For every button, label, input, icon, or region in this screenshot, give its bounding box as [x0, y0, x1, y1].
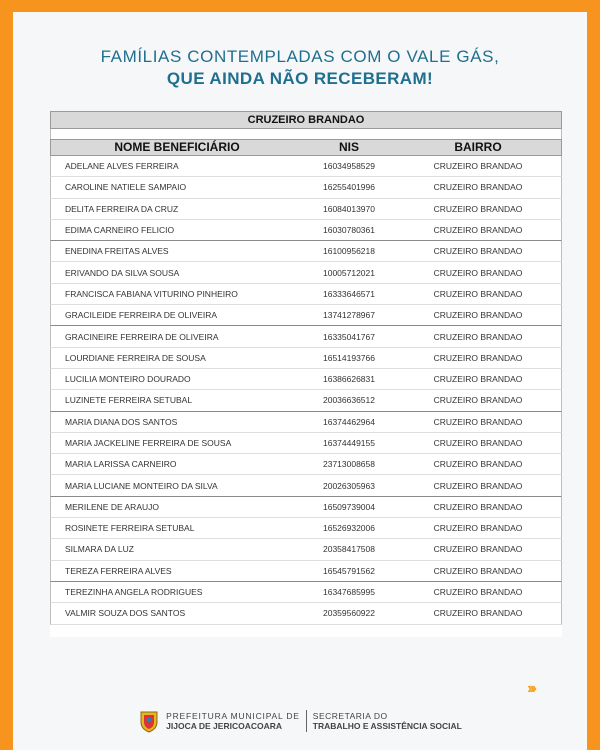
municipal-crest-icon: [138, 709, 160, 733]
prefeitura-line-1: PREFEITURA MUNICIPAL DE: [166, 711, 300, 721]
headline-line-1: FAMÍLIAS CONTEMPLADAS COM O VALE GÁS,: [100, 47, 500, 66]
table-row: [50, 539, 562, 560]
cell-name: LUCILIA MONTEIRO DOURADO: [65, 374, 191, 385]
cell-name: ERIVANDO DA SILVA SOUSA: [65, 267, 180, 278]
table-title: CRUZEIRO BRANDAO: [50, 111, 562, 129]
table-body: [50, 156, 562, 625]
cell-name: MARIA LUCIANE MONTEIRO DA SILVA: [65, 480, 218, 491]
secretaria-label: [313, 711, 462, 731]
headline-line-2: QUE AINDA NÃO RECEBERAM!: [166, 69, 434, 88]
table-spacer-row: [50, 129, 562, 139]
cell-bairro: CRUZEIRO BRANDAO: [433, 310, 523, 321]
table-row: [50, 284, 562, 305]
prefeitura-line-2: JIJOCA DE JERICOACOARA: [166, 721, 283, 731]
cell-nis: 16545791562: [322, 565, 375, 576]
cell-nis: 16034958529: [322, 161, 375, 172]
headline: [13, 46, 587, 90]
cell-bairro: CRUZEIRO BRANDAO: [433, 438, 523, 448]
cell-bairro: CRUZEIRO BRANDAO: [433, 501, 523, 512]
table-row: [50, 561, 562, 582]
cell-name: SILMARA DA LUZ: [65, 544, 134, 555]
footer-divider: [306, 710, 307, 732]
table-header: [50, 139, 562, 156]
cell-nis: 16509739004: [322, 501, 375, 512]
cell-nis: 16374462964: [322, 416, 375, 427]
cell-nis: 16526932006: [322, 523, 375, 534]
table-row: [50, 177, 562, 198]
cell-bairro: CRUZEIRO BRANDAO: [433, 267, 523, 278]
beneficiary-table: [50, 111, 562, 637]
cell-name: LOURDIANE FERREIRA DE SOUSA: [65, 352, 206, 363]
header-nis: NIS: [338, 140, 359, 154]
table-row: [50, 348, 562, 369]
cell-bairro: CRUZEIRO BRANDAO: [433, 203, 523, 214]
cell-bairro: CRUZEIRO BRANDAO: [433, 395, 523, 406]
cell-bairro: CRUZEIRO BRANDAO: [433, 459, 523, 470]
cell-name: TEREZA FERREIRA ALVES: [65, 565, 172, 576]
cell-nis: 16100956218: [322, 246, 375, 257]
cell-nis: 20026305963: [322, 480, 375, 491]
cell-nis: 20036636512: [322, 395, 375, 406]
cell-nis: 16347685995: [322, 587, 375, 598]
cell-nis: 16333646571: [322, 288, 375, 299]
cell-nis: 16335041767: [322, 331, 375, 342]
cell-name: EDIMA CARNEIRO FELICIO: [65, 225, 175, 236]
footer: [13, 708, 587, 734]
cell-nis: 16255401996: [322, 182, 375, 193]
cell-nis: 23713008658: [322, 459, 375, 470]
cell-name: LUZINETE FERREIRA SETUBAL: [65, 395, 193, 406]
table-row: [50, 156, 562, 177]
cell-name: DELITA FERREIRA DA CRUZ: [65, 203, 179, 214]
cell-bairro: CRUZEIRO BRANDAO: [433, 416, 523, 427]
cell-bairro: CRUZEIRO BRANDAO: [433, 331, 523, 342]
header-name: NOME BENEFICIÁRIO: [114, 140, 240, 154]
cell-name: ENEDINA FREITAS ALVES: [65, 246, 169, 257]
cell-bairro: CRUZEIRO BRANDAO: [433, 587, 523, 598]
cell-bairro: CRUZEIRO BRANDAO: [433, 246, 523, 257]
cell-nis: 16374449155: [322, 438, 375, 448]
table-row: [50, 518, 562, 539]
cell-name: MARIA DIANA DOS SANTOS: [65, 416, 178, 427]
table-row: [50, 497, 562, 518]
cell-name: MERILENE DE ARAUJO: [65, 501, 159, 512]
table-row: [50, 475, 562, 496]
secretaria-line-2: TRABALHO E ASSISTÊNCIA SOCIAL: [312, 721, 462, 731]
table-row: [50, 262, 562, 283]
cell-bairro: CRUZEIRO BRANDAO: [433, 544, 523, 555]
table-row: [50, 603, 562, 624]
cell-name: CAROLINE NATIELE SAMPAIO: [65, 182, 187, 193]
chevron-triple-right-icon[interactable]: ›››: [527, 680, 534, 697]
table-row: [50, 241, 562, 262]
cell-nis: 10005712021: [322, 267, 375, 278]
secretaria-line-1: SECRETARIA DO: [312, 711, 388, 721]
cell-name: ROSINETE FERREIRA SETUBAL: [65, 523, 195, 534]
table-row: [50, 326, 562, 347]
cell-nis: 20359560922: [322, 608, 375, 619]
table-row: [50, 412, 562, 433]
cell-bairro: CRUZEIRO BRANDAO: [433, 523, 523, 534]
table-row: [50, 454, 562, 475]
cell-nis: 16386626831: [322, 374, 375, 385]
table-row: [50, 433, 562, 454]
cell-bairro: CRUZEIRO BRANDAO: [433, 480, 523, 491]
cell-bairro: CRUZEIRO BRANDAO: [433, 352, 523, 363]
post-card: [13, 12, 587, 750]
cell-name: FRANCISCA FABIANA VITURINO PINHEIRO: [65, 288, 238, 299]
cell-bairro: CRUZEIRO BRANDAO: [433, 225, 523, 236]
cell-name: TEREZINHA ANGELA RODRIGUES: [65, 587, 203, 598]
cell-bairro: CRUZEIRO BRANDAO: [433, 288, 523, 299]
cell-name: MARIA JACKELINE FERREIRA DE SOUSA: [65, 438, 232, 448]
table-row: [50, 220, 562, 241]
table-row: [50, 369, 562, 390]
cell-name: VALMIR SOUZA DOS SANTOS: [65, 608, 186, 619]
cell-nis: 16084013970: [322, 203, 375, 214]
cell-bairro: CRUZEIRO BRANDAO: [433, 161, 523, 172]
cell-bairro: CRUZEIRO BRANDAO: [433, 608, 523, 619]
cell-name: MARIA LARISSA CARNEIRO: [65, 459, 177, 470]
cell-name: ADELANE ALVES FERREIRA: [65, 161, 179, 172]
table-row: [50, 305, 562, 326]
cell-bairro: CRUZEIRO BRANDAO: [433, 182, 523, 193]
cell-nis: 16030780361: [322, 225, 375, 236]
cell-name: GRACINEIRE FERREIRA DE OLIVEIRA: [65, 331, 219, 342]
cell-nis: 13741278967: [322, 310, 375, 321]
cell-bairro: CRUZEIRO BRANDAO: [433, 565, 523, 576]
cell-nis: 16514193766: [322, 352, 375, 363]
table-row: [50, 582, 562, 603]
cell-name: GRACILEIDE FERREIRA DE OLIVEIRA: [65, 310, 218, 321]
header-bairro: BAIRRO: [454, 140, 502, 154]
table-row: [50, 390, 562, 411]
table-row: [50, 199, 562, 220]
prefeitura-label: [166, 711, 300, 731]
cell-bairro: CRUZEIRO BRANDAO: [433, 374, 523, 385]
cell-nis: 20358417508: [322, 544, 375, 555]
